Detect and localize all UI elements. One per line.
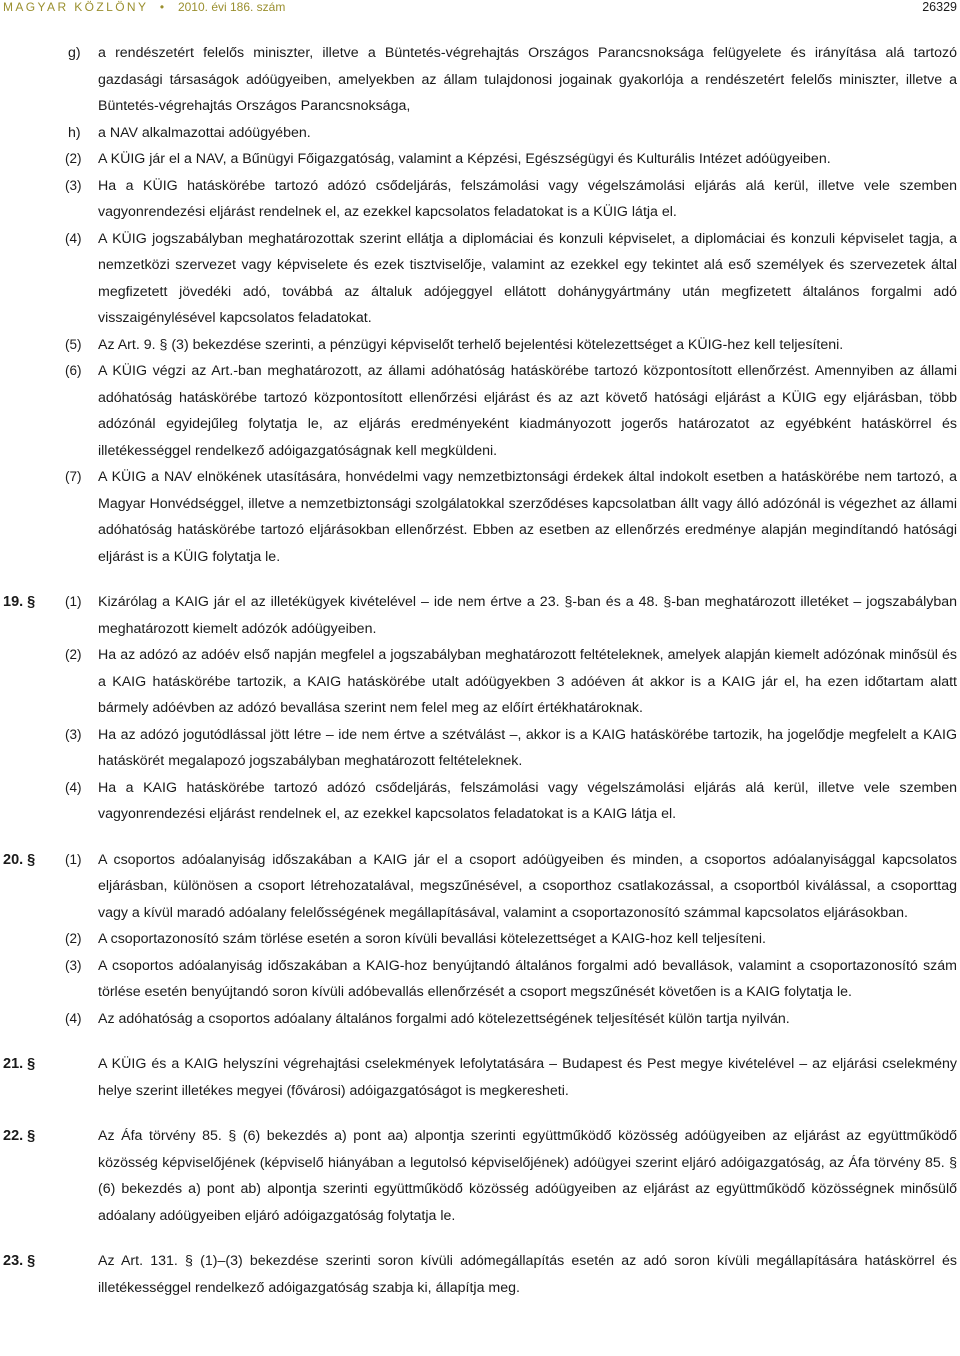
- paragraph-text: Kizárólag a KAIG jár el az illetékügyek kivételével – ide nem értve a 23. §-ban és a 48. §-ban meghatározott illetéket – jogszabályban meghatározott kiemelt adózók adóügyeiben.: [98, 594, 957, 637]
- document-body: [0, 40, 960, 1301]
- paragraph-text: A KÜIG és a KAIG helyszíni végrehajtási cselekmények lefolytatására – Budapest és Pest megye kivételével – az eljárási cselekmény helye szerint illetékes megyei (fővárosi) adóigazgatóságot is megkeresheti.: [98, 1056, 957, 1099]
- header-journal-info: MAGYAR KÖZLÖNY • 2010. évi 186. szám: [3, 0, 286, 14]
- paragraph-text: A KÜIG jár el a NAV, a Bűnügyi Főigazgatóság, valamint a Képzési, Egészségügyi és Kulturális Intézet adóügyeiben.: [98, 151, 831, 167]
- page-header: [0, 0, 960, 20]
- section-number: 19. §: [3, 594, 36, 610]
- section-paragraph: [0, 1051, 960, 1104]
- paragraph-number: (1): [65, 851, 82, 867]
- paragraph-item: [0, 358, 960, 464]
- section-paragraph: [0, 1248, 960, 1301]
- paragraph-item: [0, 173, 960, 226]
- paragraph-text: Ha a KAIG hatáskörébe tartozó adózó csődeljárás, felszámolási vagy végelszámolási eljárás alá kerül, illetve vele szemben vagyonrendezési eljárást rendelnek el, az ezekkel kapcsolatos feladatokat is a KAIG látja el.: [98, 779, 957, 822]
- page-number: 26329: [922, 0, 957, 14]
- section-number: 23. §: [3, 1253, 36, 1269]
- paragraph-item: [0, 40, 960, 120]
- paragraph-number: (4): [65, 779, 82, 795]
- paragraph-item: [0, 332, 960, 359]
- paragraph-text: Ha az adózó jogutódlással jött létre – ide nem értve a szétválást –, akkor is a KAIG hatáskörébe tartozik, ha jogelődje megfelelt a KAIG hatáskörét megalapozó jogszabályban meghatározott feltételeknek.: [98, 726, 957, 769]
- section-spacer: [0, 828, 960, 847]
- point-letter: g): [68, 45, 81, 61]
- section-paragraph: [0, 847, 960, 927]
- paragraph-item: [0, 642, 960, 722]
- point-letter: h): [68, 124, 81, 141]
- paragraph-text: Ha a KÜIG hatáskörébe tartozó adózó csődeljárás, felszámolási vagy végelszámolási eljárás alá kerül, illetve vele szemben vagyonrendezési eljárást rendelnek el, az ezekkel kapcsolatos feladatokat is a KÜIG látja el.: [98, 177, 957, 220]
- paragraph-item: [0, 953, 960, 1006]
- paragraph-number: (3): [65, 177, 82, 193]
- paragraph-item: [0, 775, 960, 828]
- paragraph-text: A csoportos adóalanyiság időszakában a KAIG-hoz benyújtandó általános forgalmi adó bevallások, valamint a csoportazonosító szám törlése esetén benyújtandó soron kívüli adóbevallás ellenőrzését a csoport megszűnését követően is a KAIG folytatja le.: [98, 957, 957, 1000]
- paragraph-item: [0, 1006, 960, 1033]
- paragraph-number: (5): [65, 336, 82, 352]
- paragraph-number: (6): [65, 363, 82, 378]
- paragraph-text: Az Art. 9. § (3) bekezdése szerinti, a pénzügyi képviselőt terhelő bejelentési kötelezettséget a KÜIG-hez kell teljesíteni.: [98, 336, 844, 353]
- section-spacer: [0, 570, 960, 589]
- paragraph-text: a NAV alkalmazottai adóügyében.: [98, 124, 311, 141]
- paragraph-number: (4): [65, 230, 82, 246]
- paragraph-number: (3): [65, 726, 82, 742]
- paragraph-text: Ha az adózó az adóév első napján megfelel a jogszabályban meghatározott feltételeknek, amelyek alapján kiemelt adózónak minősül és a KAIG hatáskörébe tartozik, a KAIG hatáskörébe utalt adóügyekben 3 adóéven át akkor is a KAIG jár el, ha ezen időtartam alatt bármely adóévben az adózó bevallása szerint nem felel meg az előírt értékhatároknak.: [98, 647, 957, 716]
- section-number: 21. §: [3, 1056, 36, 1072]
- paragraph-text: A csoportos adóalanyiság időszakában a KAIG jár el a csoport adóügyeiben és minden, a csoportos adóalanyisággal kapcsolatos eljárásban, különösen a csoport létrehozatalával, megszűnésével, a csoporthoz csatlakozással, a csoportból kiválással, a csoporttag vagy a kívül maradó adóalany felelősségének megállapításával, valamint a csoportazonosító számmal kapcsolatos eljárásokban.: [98, 851, 957, 921]
- section-number: 22. §: [3, 1128, 36, 1144]
- section-spacer: [0, 1032, 960, 1051]
- paragraph-text: A KÜIG jogszabályban meghatározottak szerint ellátja a diplomáciai és konzuli képviselet, a diplomáciai és konzuli képviselet tagja, a nemzetközi szervezet vagy képviselete és ezek tisztviselője, valamint az ezekkel egy tekintet alá eső személyek és szervezetek által megfizetett jövedéki adó, továbbá az általuk adójeggyel ellátott dohánygyártmány után megfizetett általános forgalmi adó visszaigénylésével kapcsolatos feladatokat.: [98, 230, 957, 326]
- paragraph-item: [0, 926, 960, 953]
- paragraph-item: [0, 226, 960, 332]
- paragraph-number: (2): [65, 931, 82, 946]
- paragraph-text: Az Art. 131. § (1)–(3) bekezdése szerinti soron kívüli adómegállapítás esetén az adó soron kívüli megállapítására hatáskörrel és illetékességgel rendelkező adóigazgatóság szabja ki, állapítja meg.: [98, 1253, 957, 1296]
- paragraph-text: A KÜIG végzi az Art.-ban meghatározott, az állami adóhatóság hatáskörébe tartozó központosított ellenőrzést. Amennyiben az állami adóhatóság hatáskörébe tartozó központosított ellenőrzési eljárást és az azt követő hatósági eljárást a KÜIG egy eljárásban, több adózónál egyidejűleg folytatja le, az eljárás eredményeként kiadmányozott jogerős határozatot az egyébként hatáskörrel és illetékességgel rendelkező adóigazgatóságnak kell megküldeni.: [98, 363, 957, 459]
- paragraph-text: Az adóhatóság a csoportos adóalany általános forgalmi adó kötelezettségének teljesítését külön tartja nyilván.: [98, 1010, 790, 1027]
- paragraph-text: Az Áfa törvény 85. § (6) bekezdés a) pont aa) alpontja szerinti együttműködő közösség adóügyeiben az eljárást az együttműködő közösség képviselőjének (képviselő hiányában a legutolsó képviselőjének) adóügyei szerint eljáró adóigazgatóság, az Áfa törvény 85. § (6) bekezdés a) pont ab) alpontja szerinti együttműködő közösség adóügyeiben az eljárást az együttműködő közösségnek minősülő adóalany adóügyeiben eljáró adóigazgatóság folytatja le.: [98, 1128, 957, 1224]
- section-paragraph: [0, 1123, 960, 1229]
- journal-title: MAGYAR KÖZLÖNY: [3, 0, 149, 14]
- paragraph-text: A csoportazonosító szám törlése esetén a soron kívüli bevallási kötelezettséget a KAIG-hoz kell teljesíteni.: [98, 931, 766, 947]
- section-number: 20. §: [3, 851, 36, 868]
- section-spacer: [0, 1104, 960, 1123]
- paragraph-number: (7): [65, 469, 82, 484]
- paragraph-number: (2): [65, 151, 82, 166]
- paragraph-number: (3): [65, 957, 82, 973]
- section-spacer: [0, 1229, 960, 1248]
- paragraph-item: [0, 722, 960, 775]
- paragraph-number: (4): [65, 1010, 82, 1026]
- paragraph-item: [0, 120, 960, 147]
- issue-label: 2010. évi 186. szám: [177, 0, 286, 14]
- paragraph-number: (2): [65, 647, 82, 662]
- paragraph-text: a rendészetért felelős miniszter, illetve a Büntetés-végrehajtás Országos Parancsnoksága felügyelete és irányítása alá tartozó gazdasági társaságok adóügyeiben, amelyekben az állam tulajdonosi jogainak gyakorlója a rendészetért felelős miniszter, illetve a Büntetés-végrehajtás Országos Parancsnoksága,: [98, 45, 957, 114]
- paragraph-number: (1): [65, 594, 82, 609]
- paragraph-text: A KÜIG a NAV elnökének utasítására, honvédelmi vagy nemzetbiztonsági érdekek által indokolt esetben a hatáskörébe nem tartozó, a Magyar Honvédséggel, illetve a nemzetbiztonsági szolgálatokkal szerződéses kapcsolatban állt vagy álló adózónál is végezhet az állami adóhatóság hatáskörébe tartozó eljárásokban ellenőrzést. Ebben az esetben az ellenőrzés eredménye alapján megindítandó hatósági eljárást is a KÜIG folytatja le.: [98, 469, 957, 565]
- paragraph-item: [0, 464, 960, 570]
- section-paragraph: [0, 589, 960, 642]
- paragraph-item: [0, 146, 960, 173]
